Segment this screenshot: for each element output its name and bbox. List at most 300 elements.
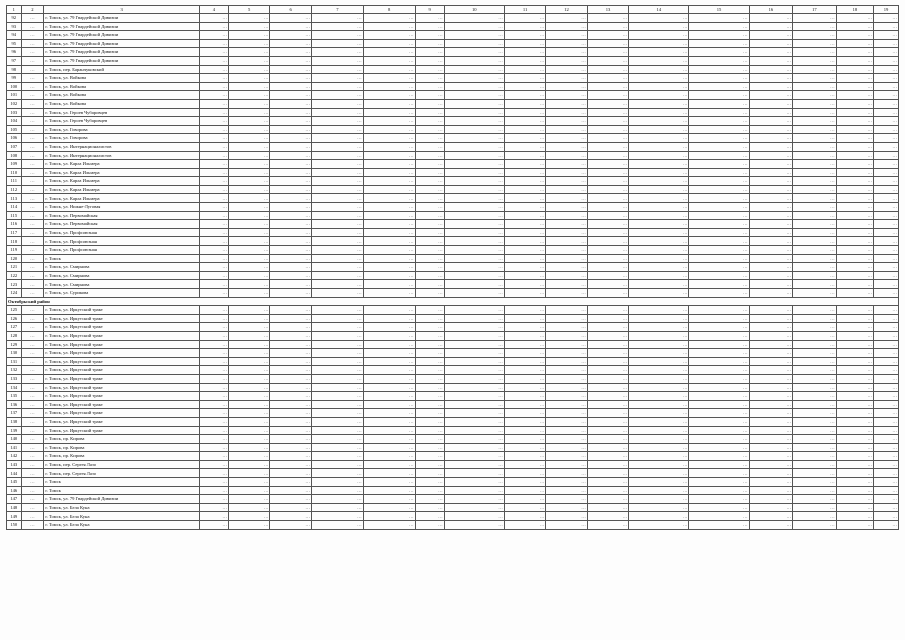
id-cell: … [21,22,44,31]
id-cell: … [21,237,44,246]
value-cell: … [504,443,545,452]
value-cell: … [587,228,628,237]
value-cell: … [629,151,689,160]
value-cell: … [415,31,444,40]
value-cell: … [874,117,899,126]
value-cell: … [689,56,749,65]
table-row [7,280,899,289]
value-cell: … [228,254,269,263]
value-cell: … [228,142,269,151]
table-row [7,469,899,478]
value-cell: … [836,108,873,117]
value-cell: … [836,383,873,392]
id-cell: … [21,503,44,512]
value-cell: … [270,14,311,23]
value-cell: … [689,203,749,212]
value-cell: … [836,357,873,366]
value-cell: … [504,435,545,444]
value-cell: … [836,392,873,401]
value-cell: … [629,486,689,495]
id-cell: … [21,323,44,332]
address-cell: г. Томск, пр. Кирова [44,443,200,452]
value-cell: … [199,366,228,375]
value-cell: … [629,246,689,255]
value-cell: … [311,435,363,444]
value-cell: … [363,349,415,358]
value-cell: … [749,349,793,358]
row-number: 148 [7,503,22,512]
value-cell: … [504,289,545,298]
address-cell: г. Томск, ул. Иркутский тракт [44,340,200,349]
value-cell: … [444,185,504,194]
value-cell: … [749,469,793,478]
value-cell: … [793,48,837,57]
value-cell: … [629,31,689,40]
address-cell: г. Томск, ул. Войкова [44,74,200,83]
value-cell: … [444,486,504,495]
value-cell: … [228,194,269,203]
value-cell: … [415,74,444,83]
value-cell: … [228,340,269,349]
table-row [7,306,899,315]
address-cell: г. Томск [44,486,200,495]
address-cell: г. Томск, ул. Смирнова [44,271,200,280]
value-cell: … [415,495,444,504]
value-cell: … [689,91,749,100]
value-cell: … [546,400,587,409]
value-cell: … [836,82,873,91]
value-cell: … [199,383,228,392]
value-cell: … [270,142,311,151]
address-cell: г. Томск, ул. Говорова [44,125,200,134]
value-cell: … [749,177,793,186]
value-cell: … [199,39,228,48]
value-cell: … [444,142,504,151]
value-cell: … [587,185,628,194]
value-cell: … [199,469,228,478]
header-cell: 11 [504,6,545,14]
value-cell: … [228,495,269,504]
value-cell: … [629,160,689,169]
value-cell: … [270,383,311,392]
header-cell: 17 [793,6,837,14]
value-cell: … [836,280,873,289]
table-row [7,134,899,143]
value-cell: … [363,357,415,366]
value-cell: … [689,495,749,504]
value-cell: … [749,220,793,229]
value-cell: … [199,99,228,108]
row-number: 146 [7,486,22,495]
value-cell: … [504,306,545,315]
value-cell: … [749,39,793,48]
header-cell: 19 [874,6,899,14]
value-cell: … [546,271,587,280]
value-cell: … [874,237,899,246]
value-cell: … [836,151,873,160]
value-cell: … [270,160,311,169]
value-cell: … [444,177,504,186]
value-cell: … [587,460,628,469]
id-cell: … [21,48,44,57]
value-cell: … [199,134,228,143]
value-cell: … [363,108,415,117]
table-row [7,512,899,521]
value-cell: … [793,246,837,255]
value-cell: … [444,31,504,40]
value-cell: … [587,323,628,332]
value-cell: … [415,160,444,169]
value-cell: … [836,400,873,409]
row-number: 136 [7,400,22,409]
value-cell: … [629,48,689,57]
value-cell: … [629,39,689,48]
value-cell: … [311,22,363,31]
table-row [7,357,899,366]
value-cell: … [874,366,899,375]
value-cell: … [793,392,837,401]
value-cell: … [363,142,415,151]
value-cell: … [311,400,363,409]
value-cell: … [546,228,587,237]
address-cell: г. Томск, ул. Войкова [44,99,200,108]
value-cell: … [444,134,504,143]
value-cell: … [270,185,311,194]
value-cell: … [749,134,793,143]
header-cell: 4 [199,6,228,14]
value-cell: … [270,271,311,280]
value-cell: … [793,340,837,349]
value-cell: … [415,65,444,74]
row-number: 107 [7,142,22,151]
value-cell: … [874,331,899,340]
value-cell: … [504,426,545,435]
value-cell: … [311,512,363,521]
row-number: 115 [7,211,22,220]
value-cell: … [689,117,749,126]
value-cell: … [587,495,628,504]
value-cell: … [749,117,793,126]
value-cell: … [836,56,873,65]
address-cell: г. Томск, ул. 79 Гвардейской Дивизии [44,56,200,65]
value-cell: … [504,177,545,186]
row-number: 104 [7,117,22,126]
value-cell: … [689,246,749,255]
value-cell: … [228,246,269,255]
value-cell: … [270,177,311,186]
value-cell: … [629,349,689,358]
value-cell: … [629,503,689,512]
value-cell: … [228,48,269,57]
value-cell: … [270,314,311,323]
id-cell: … [21,82,44,91]
value-cell: … [504,125,545,134]
value-cell: … [546,289,587,298]
value-cell: … [444,512,504,521]
id-cell: … [21,486,44,495]
value-cell: … [793,39,837,48]
value-cell: … [199,400,228,409]
value-cell: … [415,108,444,117]
value-cell: … [199,460,228,469]
value-cell: … [444,392,504,401]
value-cell: … [270,521,311,530]
id-cell: … [21,280,44,289]
address-cell: г. Томск, ул. 79 Гвардейской Дивизии [44,495,200,504]
value-cell: … [793,512,837,521]
value-cell: … [587,452,628,461]
value-cell: … [874,151,899,160]
value-cell: … [199,417,228,426]
row-number: 135 [7,392,22,401]
value-cell: … [629,417,689,426]
value-cell: … [363,203,415,212]
value-cell: … [546,486,587,495]
value-cell: … [546,108,587,117]
value-cell: … [874,383,899,392]
row-number: 116 [7,220,22,229]
value-cell: … [749,82,793,91]
value-cell: … [199,452,228,461]
value-cell: … [793,263,837,272]
value-cell: … [689,82,749,91]
register-table [6,5,899,530]
value-cell: … [270,220,311,229]
value-cell: … [363,323,415,332]
id-cell: … [21,134,44,143]
value-cell: … [749,211,793,220]
value-cell: … [587,142,628,151]
table-row [7,426,899,435]
table-row [7,91,899,100]
value-cell: … [228,228,269,237]
table-row [7,366,899,375]
address-cell: г. Томск, ул. Иркутский тракт [44,306,200,315]
value-cell: … [199,340,228,349]
value-cell: … [836,486,873,495]
value-cell: … [311,185,363,194]
value-cell: … [793,220,837,229]
value-cell: … [629,374,689,383]
id-cell: … [21,435,44,444]
value-cell: … [836,194,873,203]
value-cell: … [415,56,444,65]
value-cell: … [363,280,415,289]
value-cell: … [415,512,444,521]
value-cell: … [793,56,837,65]
value-cell: … [270,108,311,117]
value-cell: … [836,177,873,186]
value-cell: … [415,14,444,23]
address-cell: г. Томск, ул. Интернационалистов [44,142,200,151]
value-cell: … [504,39,545,48]
value-cell: … [587,254,628,263]
row-number: 133 [7,374,22,383]
value-cell: … [793,142,837,151]
value-cell: … [228,383,269,392]
id-cell: … [21,478,44,487]
row-number: 106 [7,134,22,143]
value-cell: … [199,443,228,452]
table-row [7,74,899,83]
row-number: 144 [7,469,22,478]
value-cell: … [793,117,837,126]
value-cell: … [228,151,269,160]
table-row [7,246,899,255]
value-cell: … [793,168,837,177]
value-cell: … [793,503,837,512]
value-cell: … [199,478,228,487]
row-number: 120 [7,254,22,263]
value-cell: … [270,503,311,512]
table-row [7,314,899,323]
value-cell: … [587,108,628,117]
value-cell: … [444,383,504,392]
value-cell: … [199,486,228,495]
value-cell: … [793,254,837,263]
value-cell: … [546,478,587,487]
value-cell: … [874,160,899,169]
value-cell: … [363,117,415,126]
value-cell: … [444,495,504,504]
value-cell: … [793,108,837,117]
value-cell: … [363,400,415,409]
value-cell: … [270,99,311,108]
value-cell: … [793,331,837,340]
table-row [7,503,899,512]
value-cell: … [444,74,504,83]
value-cell: … [546,452,587,461]
value-cell: … [749,495,793,504]
table-row [7,263,899,272]
value-cell: … [836,91,873,100]
table-row [7,160,899,169]
value-cell: … [836,409,873,418]
value-cell: … [228,366,269,375]
value-cell: … [270,486,311,495]
value-cell: … [749,323,793,332]
value-cell: … [793,366,837,375]
id-cell: … [21,331,44,340]
value-cell: … [587,349,628,358]
header-cell: 16 [749,6,793,14]
value-cell: … [546,177,587,186]
value-cell: … [874,521,899,530]
value-cell: … [793,91,837,100]
value-cell: … [199,392,228,401]
row-number: 142 [7,452,22,461]
id-cell: … [21,142,44,151]
table-row [7,460,899,469]
value-cell: … [629,280,689,289]
value-cell: … [199,495,228,504]
value-cell: … [444,117,504,126]
value-cell: … [546,366,587,375]
table-row [7,392,899,401]
address-cell: г. Томск, ул. Иркутский тракт [44,323,200,332]
table-row [7,289,899,298]
value-cell: … [689,323,749,332]
value-cell: … [836,331,873,340]
row-number: 110 [7,168,22,177]
value-cell: … [587,331,628,340]
value-cell: … [546,14,587,23]
value-cell: … [749,417,793,426]
value-cell: … [504,31,545,40]
value-cell: … [363,134,415,143]
value-cell: … [874,203,899,212]
value-cell: … [270,246,311,255]
header-cell: 15 [689,6,749,14]
value-cell: … [311,125,363,134]
value-cell: … [270,443,311,452]
value-cell: … [874,168,899,177]
value-cell: … [415,142,444,151]
value-cell: … [629,14,689,23]
value-cell: … [270,426,311,435]
row-number: 111 [7,177,22,186]
id-cell: … [21,340,44,349]
id-cell: … [21,452,44,461]
value-cell: … [793,151,837,160]
value-cell: … [874,14,899,23]
value-cell: … [629,314,689,323]
value-cell: … [629,220,689,229]
address-cell: г. Томск, ул. Карла Ильмера [44,185,200,194]
value-cell: … [270,409,311,418]
row-number: 124 [7,289,22,298]
value-cell: … [504,91,545,100]
value-cell: … [444,168,504,177]
value-cell: … [444,306,504,315]
value-cell: … [749,460,793,469]
value-cell: … [793,452,837,461]
value-cell: … [504,246,545,255]
value-cell: … [793,486,837,495]
value-cell: … [749,426,793,435]
value-cell: … [504,503,545,512]
value-cell: … [311,99,363,108]
value-cell: … [836,160,873,169]
value-cell: … [546,460,587,469]
value-cell: … [629,99,689,108]
address-cell: г. Томск, ул. Нижне-Луговая [44,203,200,212]
table-row [7,22,899,31]
value-cell: … [546,409,587,418]
value-cell: … [587,22,628,31]
value-cell: … [793,160,837,169]
value-cell: … [689,22,749,31]
value-cell: … [311,237,363,246]
value-cell: … [415,125,444,134]
value-cell: … [629,512,689,521]
value-cell: … [363,22,415,31]
table-row [7,237,899,246]
value-cell: … [689,263,749,272]
value-cell: … [270,65,311,74]
address-cell: г. Томск, ул. Войкова [44,82,200,91]
value-cell: … [587,39,628,48]
value-cell: … [629,443,689,452]
value-cell: … [874,495,899,504]
id-cell: … [21,56,44,65]
value-cell: … [311,452,363,461]
value-cell: … [546,331,587,340]
value-cell: … [836,237,873,246]
value-cell: … [689,99,749,108]
value-cell: … [689,503,749,512]
value-cell: … [270,203,311,212]
